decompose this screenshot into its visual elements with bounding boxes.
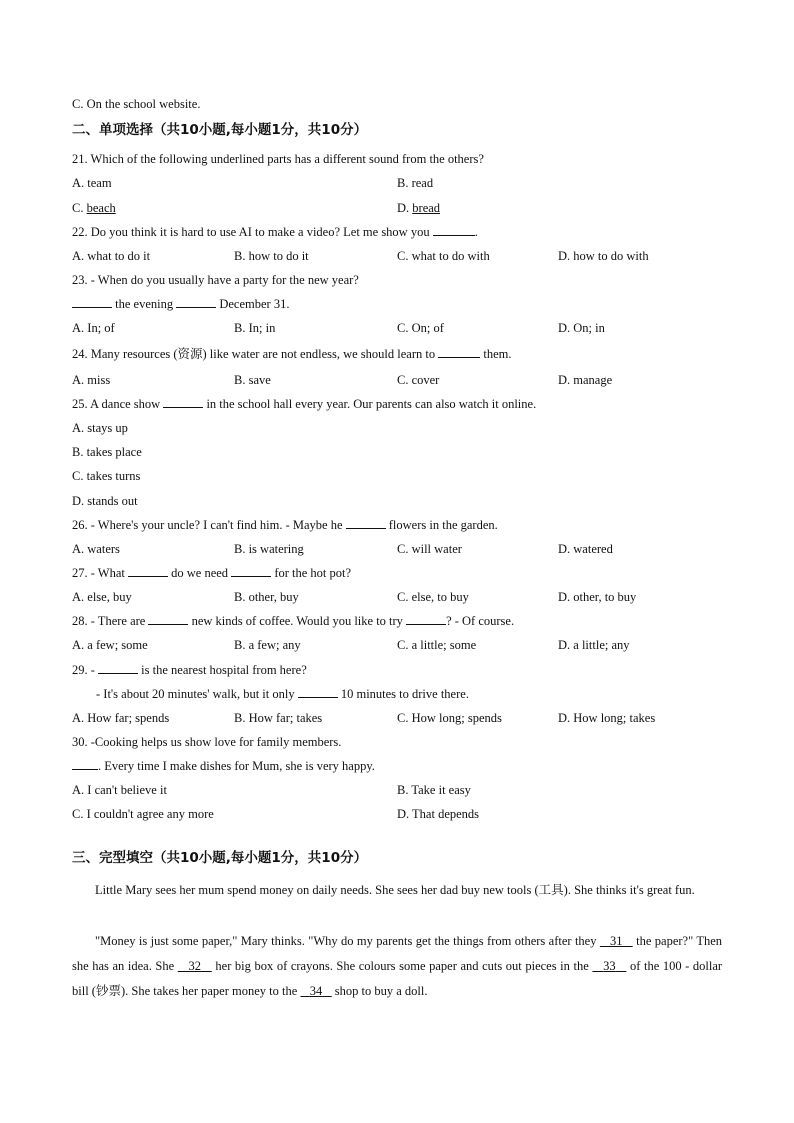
q21-option-a: A. team — [72, 176, 112, 190]
q26-option-a: A. waters — [72, 542, 120, 556]
section-2-title: 二、单项选择（共10小题,每小题1分，共10分） — [72, 122, 368, 138]
q29-option-b: B. How far; takes — [234, 711, 323, 725]
answer-blank — [72, 296, 112, 308]
q25-option-c: C. takes turns — [72, 469, 141, 483]
question-28-stem: 28. - There are new kinds of coffee. Would you like to try ? - Of course. — [72, 614, 515, 628]
q28-option-a: A. a few; some — [72, 638, 148, 652]
q24-option-c: C. cover — [397, 373, 440, 387]
answer-blank — [298, 686, 338, 698]
q21-option-b: B. read — [397, 176, 434, 190]
q22-option-b: B. how to do it — [234, 249, 309, 263]
question-24-stem: 24. Many resources (资源) like water are not endless, we should learn to them. — [72, 347, 512, 361]
q28-option-c: C. a little; some — [397, 638, 477, 652]
question-26-stem: 26. - Where's your uncle? I can't find him. - Maybe he flowers in the garden. — [72, 518, 498, 532]
q27-option-c: C. else, to buy — [397, 590, 469, 604]
q22-option-c: C. what to do with — [397, 249, 490, 263]
q27-option-b: B. other, buy — [234, 590, 299, 604]
q24-option-b: B. save — [234, 373, 271, 387]
q30-option-b: B. Take it easy — [397, 783, 471, 797]
passage-paragraph-1: Little Mary sees her mum spend money on daily needs. She sees her dad buy new tools (工具). She thinks it's great fun. — [95, 883, 695, 897]
q21-option-d: D. bread — [397, 201, 441, 215]
previous-question-option-c: C. On the school website. — [72, 97, 201, 111]
q28-option-b: B. a few; any — [234, 638, 301, 652]
q26-option-b: B. is watering — [234, 542, 304, 556]
q27-option-a: A. else, buy — [72, 590, 132, 604]
q28-option-d: D. a little; any — [558, 638, 630, 652]
q25-option-b: B. takes place — [72, 445, 142, 459]
answer-blank — [406, 613, 446, 625]
question-23-line-2: the evening December 31. — [72, 296, 289, 312]
answer-blank — [231, 565, 271, 577]
q30-option-c: C. I couldn't agree any more — [72, 807, 214, 821]
question-23-stem: 23. - When do you usually have a party for the new year? — [72, 273, 359, 287]
q29-option-c: C. How long; spends — [397, 711, 502, 725]
q23-option-c: C. On; of — [397, 321, 444, 335]
q23-option-b: B. In; in — [234, 321, 276, 335]
q29-option-d: D. How long; takes — [558, 711, 656, 725]
question-30-line-2: . Every time I make dishes for Mum, she is very happy. — [72, 758, 375, 774]
q26-option-c: C. will water — [397, 542, 462, 556]
q25-option-d: D. stands out — [72, 494, 138, 508]
question-27-stem: 27. - What do we need for the hot pot? — [72, 566, 352, 580]
q23-option-a: A. In; of — [72, 321, 115, 335]
question-25-stem: 25. A dance show in the school hall every year. Our parents can also watch it online. — [72, 397, 537, 411]
q30-option-a: A. I can't believe it — [72, 783, 167, 797]
answer-blank — [98, 662, 138, 674]
q21-option-c: C. beach — [72, 201, 116, 215]
q29-option-a: A. How far; spends — [72, 711, 170, 725]
q24-option-a: A. miss — [72, 373, 111, 387]
q27-option-d: D. other, to buy — [558, 590, 637, 604]
answer-blank — [148, 613, 188, 625]
question-29-stem: 29. - is the nearest hospital from here? — [72, 663, 307, 677]
question-29-line-2: - It's about 20 minutes' walk, but it only 10 minutes to drive there. — [96, 687, 469, 701]
q22-option-a: A. what to do it — [72, 249, 151, 263]
question-22-stem: 22. Do you think it is hard to use AI to make a video? Let me show you . — [72, 225, 478, 239]
blank-33: 33 — [603, 959, 616, 973]
blank-32: 32 — [188, 959, 202, 973]
answer-blank — [346, 517, 386, 529]
passage-paragraph-2: "Money is just some paper," Mary thinks. "Why do my parents get the things from others after they 31 the paper?" Then she has an idea. She 32 her big box of crayons. She colours some paper and cuts out pieces in the 33 of the 100 - dollar bill (钞票). She takes her paper money to the 34 shop to buy a doll. — [72, 934, 723, 998]
q22-option-d: D. how to do with — [558, 249, 649, 263]
blank-31: 31 — [610, 934, 623, 948]
answer-blank — [176, 296, 216, 308]
question-30-stem: 30. -Cooking helps us show love for family members. — [72, 735, 342, 749]
answer-blank — [163, 396, 203, 408]
question-21-stem: 21. Which of the following underlined parts has a different sound from the others? — [72, 152, 484, 166]
q23-option-d: D. On; in — [558, 321, 605, 335]
q26-option-d: D. watered — [558, 542, 613, 556]
blank-34: 34 — [309, 984, 323, 998]
answer-blank — [128, 565, 168, 577]
answer-blank — [72, 758, 98, 770]
q25-option-a: A. stays up — [72, 421, 128, 435]
q24-option-d: D. manage — [558, 373, 613, 387]
q30-option-d: D. That depends — [397, 807, 480, 821]
section-3-title: 三、完型填空（共10小题,每小题1分，共10分） — [72, 850, 368, 866]
answer-blank — [438, 346, 480, 358]
answer-blank — [433, 224, 475, 236]
